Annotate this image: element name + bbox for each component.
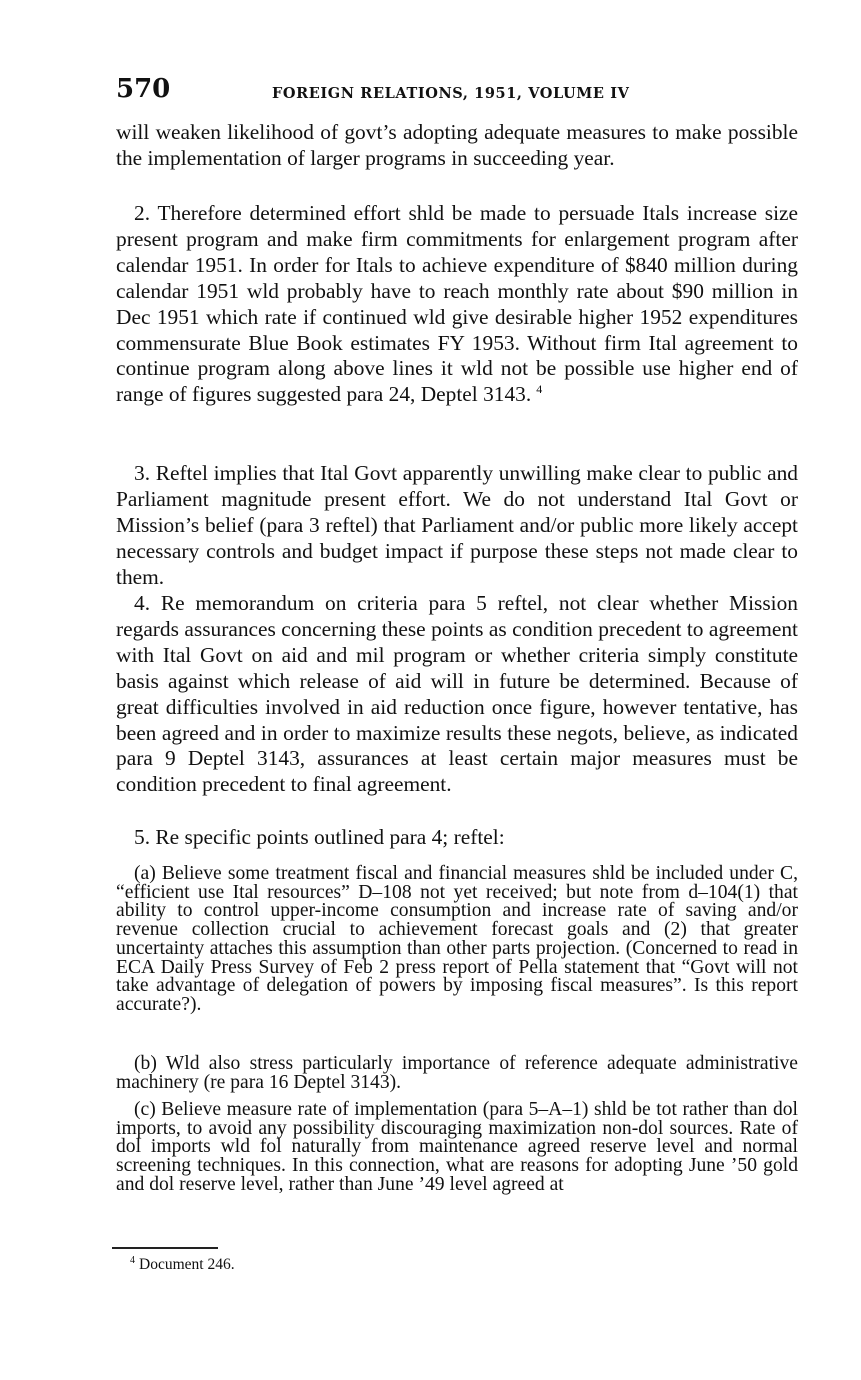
paragraph-3: 3. Reftel implies that Ital Govt apparently unwilling make clear to public and Parliament magnitude present effort. We do not understand Ital Govt or Mission’s belief (para 3 reftel) that Parliament and/or public more likely accept necessary controls and budget impact if purpose these steps not made clear to them. — [116, 461, 798, 589]
footnote-divider — [112, 1247, 218, 1249]
page-number: 570 — [116, 74, 171, 104]
paragraph-2-text: 2. Therefore determined effort shld be made to persuade Itals increase size present program and make firm commitments for enlargement program after calendar 1951. In order for Itals to achieve expenditure of $840 million during calendar 1951 wld probably have to reach monthly rate about $90 million in Dec 1951 which rate if continued wld give desirable higher 1952 expenditures commensurate Blue Book estimates FY 1953. Without firm Ital agreement to continue program along above lines it wld not be possible use higher end of range of figures suggested para 24, Deptel 3143. — [116, 201, 798, 407]
paragraph-4: 4. Re memorandum on criteria para 5 reftel, not clear whether Mission regards assurances concerning these points as condition precedent to agreement with Ital Govt on aid and mil program or whether criteria simply constitute basis against which release of aid will in future be determined. Because of great difficulties involved in aid reduction once figure, however tentative, has been agreed and in order to maximize results these negots, believe, as indicated para 9 Deptel 3143, assurances at least certain major measures must be condition precedent to final agreement. — [116, 591, 798, 797]
paragraph-2 — [116, 201, 798, 408]
page-header — [116, 74, 798, 108]
continuation-paragraph: will weaken likelihood of govt’s adopting adequate measures to make possible the implementation of larger programs in succeeding year. — [116, 120, 798, 170]
footnote-marker: 4 — [130, 1254, 135, 1266]
paragraph-5: 5. Re specific points outlined para 4; reftel: — [134, 825, 505, 849]
footnote — [130, 1256, 235, 1274]
item-a: (a) Believe some treatment fiscal and financial measures shld be included under C, “efficient use Ital resources” D–108 not yet received; but note from d–104(1) that ability to control upper-income consumption and increase rate of saving and/or revenue collection crucial to achievement forecast goals and (2) that greater uncertainty attaches this assumption than other parts projection. (Concerned to read in ECA Daily Press Survey of Feb 2 press report of Pella statement that “Govt will not take advantage of delegation of powers by imposing fiscal measures”. Is this report accurate?). — [116, 863, 798, 1015]
item-c: (c) Believe measure rate of implementation (para 5–A–1) shld be tot rather than dol imports, to avoid any possibility discouraging maximization non-dol sources. Rate of dol imports wld fol naturally from maintenance agreed reserve level and normal screening techniques. In this connection, what are reasons for adopting June ’50 gold and dol reserve level, rather than June ’49 level agreed at — [116, 1099, 798, 1195]
running-head: FOREIGN RELATIONS, 1951, VOLUME IV — [272, 85, 630, 102]
footnote-text: Document 246. — [139, 1256, 235, 1273]
footnote-reference: 4 — [536, 382, 543, 397]
item-b: (b) Wld also stress particularly importance of reference adequate administrative machinery (re para 16 Deptel 3143). — [116, 1053, 798, 1093]
